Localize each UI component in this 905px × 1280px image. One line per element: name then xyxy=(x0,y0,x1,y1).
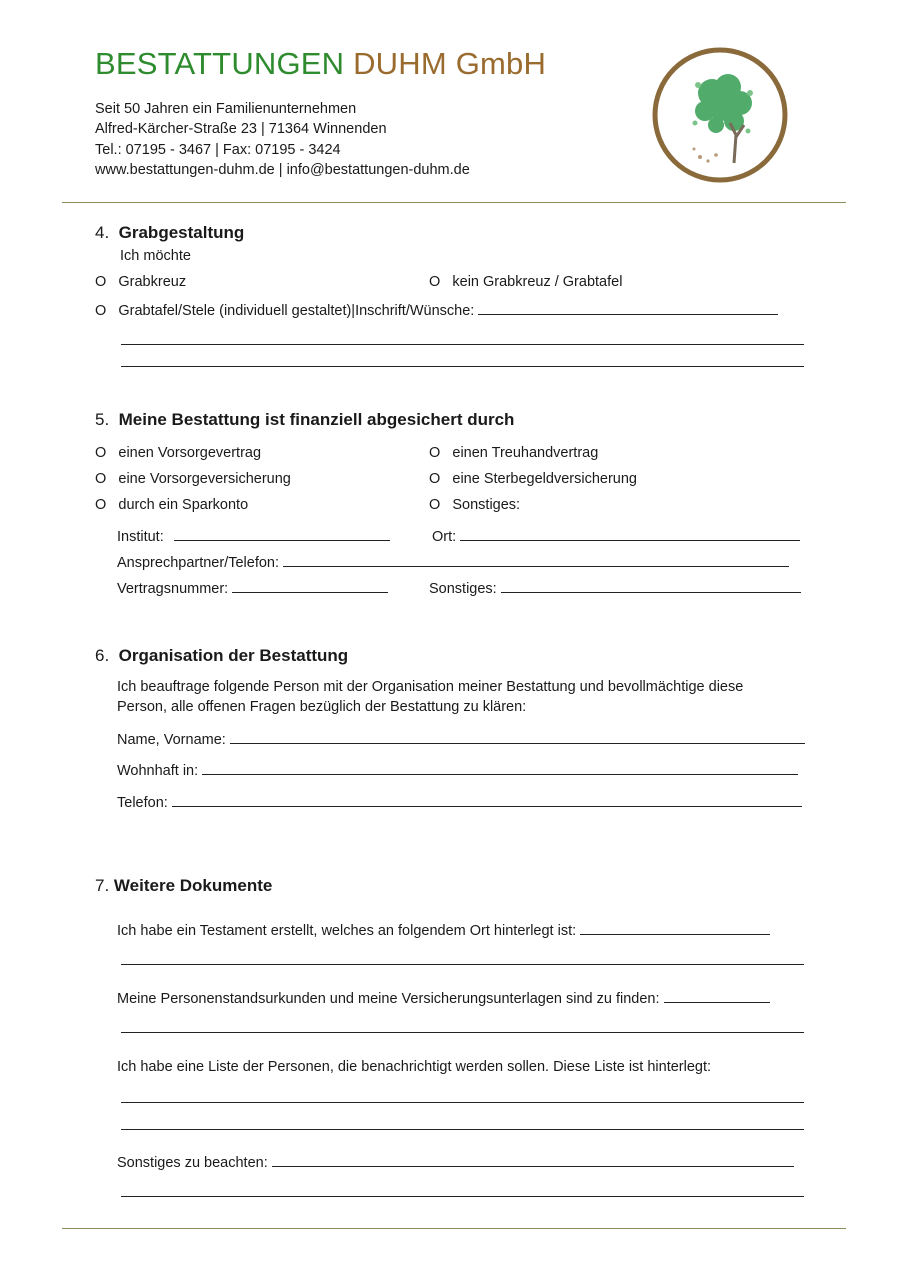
section-7-heading xyxy=(95,876,272,896)
web-email: www.bestattungen-duhm.de | info@bestattungen-duhm.de xyxy=(95,162,470,178)
checkbox-marker[interactable]: O xyxy=(95,445,107,461)
inschrift-field[interactable] xyxy=(478,302,778,315)
option-label: eine Sterbegeldversicherung xyxy=(452,471,637,487)
phone-fax: Tel.: 07195 - 3467 | Fax: 07195 - 3424 xyxy=(95,142,341,158)
checkbox-marker[interactable]: O xyxy=(95,497,107,513)
section-title: Grabgestaltung xyxy=(118,223,245,242)
company-name xyxy=(95,46,546,82)
sonstiges-zu-beachten-row xyxy=(117,1154,794,1171)
checkbox-marker[interactable]: O xyxy=(429,471,441,487)
vertragsnummer-field[interactable] xyxy=(232,580,388,593)
urkunden-line-2[interactable] xyxy=(121,1032,804,1033)
option-label: Grabtafel/Stele (individuell gestaltet)|Inschrift/Wünsche: xyxy=(118,303,475,319)
field-label: Ort: xyxy=(432,529,457,545)
liste-text: Ich habe eine Liste der Personen, die benachrichtigt werden sollen. Diese Liste ist hinterlegt: xyxy=(117,1059,712,1075)
field-label: Telefon: xyxy=(117,795,168,811)
liste-line-2[interactable] xyxy=(121,1129,804,1130)
checkbox-marker[interactable]: O xyxy=(429,445,441,461)
liste-line-1[interactable] xyxy=(121,1102,804,1103)
sonstiges-line-2[interactable] xyxy=(121,1196,804,1197)
section-5-heading xyxy=(95,410,514,430)
option-vorsorgeversicherung[interactable] xyxy=(95,471,291,487)
wohnhaft-field[interactable] xyxy=(202,762,798,775)
section-6-heading xyxy=(95,646,348,666)
paragraph-line-1: Ich beauftrage folgende Person mit der Organisation meiner Bestattung und bevollmächtige diese xyxy=(117,679,744,695)
urkunden-row xyxy=(117,990,770,1007)
section-number: 4. xyxy=(95,223,110,242)
option-grabtafel[interactable] xyxy=(95,302,778,319)
field-label: Ansprechpartner/Telefon: xyxy=(117,555,280,571)
tree-logo xyxy=(650,45,790,185)
sonstiges-field[interactable] xyxy=(501,580,801,593)
field-label: Sonstiges: xyxy=(429,581,497,597)
option-label: einen Treuhandvertrag xyxy=(452,445,599,461)
intro-text: Ich möchte xyxy=(120,248,191,264)
checkbox-marker[interactable]: O xyxy=(429,497,441,513)
inschrift-line-2[interactable] xyxy=(121,344,804,345)
field-label: Sonstiges zu beachten: xyxy=(117,1155,268,1171)
checkbox-marker[interactable]: O xyxy=(95,303,107,319)
field-label: Institut: xyxy=(117,529,164,545)
ort-field[interactable] xyxy=(460,528,800,541)
option-label: eine Vorsorgeversicherung xyxy=(118,471,291,487)
paragraph-line-2: Person, alle offenen Fragen bezüglich der Bestattung zu klären: xyxy=(117,699,527,715)
section-number: 6. xyxy=(95,646,110,665)
company-name-green: BESTATTUNGEN xyxy=(95,46,345,81)
company-name-brown: DUHM GmbH xyxy=(353,46,547,81)
option-grabkreuz[interactable] xyxy=(95,274,186,290)
section-title: Organisation der Bestattung xyxy=(118,646,349,665)
option-sonstiges[interactable] xyxy=(429,497,520,513)
urkunden-field[interactable] xyxy=(664,990,770,1003)
field-label: Ich habe ein Testament erstellt, welches an folgendem Ort hinterlegt ist: xyxy=(117,923,577,939)
ansprechpartner-row xyxy=(117,554,789,571)
tagline: Seit 50 Jahren ein Familienunternehmen xyxy=(95,101,357,117)
section-number: 7. xyxy=(95,876,110,895)
vertragsnummer-row xyxy=(117,580,388,597)
option-treuhandvertrag[interactable] xyxy=(429,445,598,461)
field-label: Vertragsnummer: xyxy=(117,581,229,597)
institut-field[interactable] xyxy=(174,528,390,541)
wohnhaft-row xyxy=(117,762,798,779)
option-sterbegeldversicherung[interactable] xyxy=(429,471,637,487)
section-number: 5. xyxy=(95,410,110,429)
testament-row xyxy=(117,922,770,939)
header-divider xyxy=(62,202,846,203)
field-label: Wohnhaft in: xyxy=(117,763,199,779)
sonstiges-zu-beachten-field[interactable] xyxy=(272,1154,794,1167)
option-label: durch ein Sparkonto xyxy=(118,497,249,513)
field-label: Name, Vorname: xyxy=(117,732,226,748)
telefon-row xyxy=(117,794,802,811)
section-title: Meine Bestattung ist finanziell abgesichert durch xyxy=(118,410,515,429)
inschrift-line-3[interactable] xyxy=(121,366,804,367)
name-field[interactable] xyxy=(230,731,805,744)
checkbox-marker[interactable]: O xyxy=(429,274,441,290)
testament-line-2[interactable] xyxy=(121,964,804,965)
ort-row xyxy=(432,528,800,545)
address: Alfred-Kärcher-Straße 23 | 71364 Winnenden xyxy=(95,121,387,137)
option-vorsorgevertrag[interactable] xyxy=(95,445,261,461)
telefon-field[interactable] xyxy=(172,794,802,807)
section-title: Weitere Dokumente xyxy=(113,876,273,895)
sonstiges-row xyxy=(429,580,801,597)
institut-row xyxy=(117,528,390,545)
option-label: Sonstiges: xyxy=(452,497,521,513)
checkbox-marker[interactable]: O xyxy=(95,471,107,487)
testament-field[interactable] xyxy=(580,922,770,935)
name-row xyxy=(117,731,805,748)
section-4-heading xyxy=(95,223,244,243)
option-label: Grabkreuz xyxy=(118,274,187,290)
option-label: kein Grabkreuz / Grabtafel xyxy=(452,274,623,290)
option-sparkonto[interactable] xyxy=(95,497,248,513)
footer-divider xyxy=(62,1228,846,1229)
option-kein-grabkreuz[interactable] xyxy=(429,274,622,290)
field-label: Meine Personenstandsurkunden und meine Versicherungsunterlagen sind zu finden: xyxy=(117,991,660,1007)
ansprechpartner-field[interactable] xyxy=(283,554,789,567)
checkbox-marker[interactable]: O xyxy=(95,274,107,290)
option-label: einen Vorsorgevertrag xyxy=(118,445,262,461)
